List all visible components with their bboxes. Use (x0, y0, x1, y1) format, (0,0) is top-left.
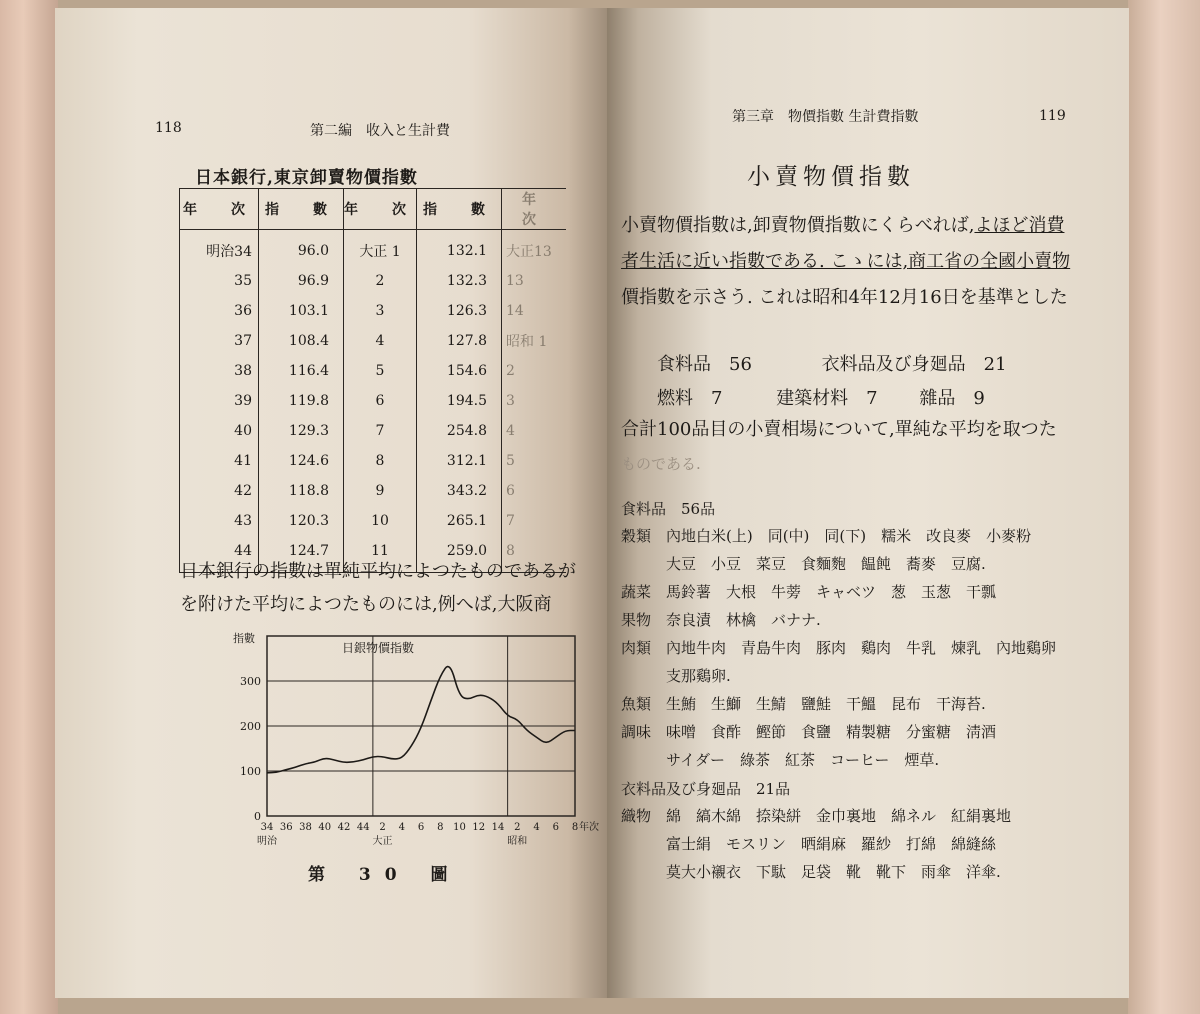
table-cell-year: 14 (502, 296, 567, 326)
table-cell-year: 明治34 (180, 230, 259, 267)
table-cell-year: 昭和 1 (502, 326, 567, 356)
y-tick-label: 300 (240, 675, 261, 688)
table-cell-year: 3 (344, 296, 417, 326)
table-cell-index: 116.4 (259, 356, 344, 386)
list-item: サイダー 綠茶 紅茶 コーヒー 煙草. (621, 751, 940, 769)
x-tick-label: 4 (398, 822, 405, 833)
clothing-heading: 衣料品及び身廻品 21品 (621, 780, 791, 798)
wholesale-index-table (179, 188, 570, 573)
table-row (180, 296, 567, 326)
underlined-text: 商工省の全國小賣物 (908, 251, 1071, 272)
book-edge-right (1128, 0, 1200, 1014)
paragraph-text: 者生活に近い指數である. こゝには, (621, 251, 909, 272)
era-label: 昭和 (507, 836, 528, 847)
section-title: 小賣物價指數 (747, 164, 915, 190)
table-cell-year: 43 (180, 506, 259, 536)
table-cell-year: 3 (502, 386, 567, 416)
x-tick-label: 34 (260, 822, 274, 833)
category-misc: 雜品 9 (919, 388, 985, 409)
x-tick-label: 6 (552, 822, 559, 833)
table-cell-index: 118.8 (259, 476, 344, 506)
list-item: 蔬菜 馬鈴薯 大根 牛蒡 キャベツ 葱 玉葱 干瓢 (621, 583, 997, 601)
left-page-number: 118 (155, 120, 182, 136)
table-cell-index: 108.4 (259, 326, 344, 356)
left-paragraph-line: を附けた平均によつたものには,例へば,大阪商 (180, 594, 552, 615)
book-edge-left (0, 0, 58, 1014)
x-axis-label: 年次 (579, 822, 599, 833)
food-item-list (621, 522, 1101, 774)
underlined-text: よほど消費 (974, 215, 1065, 236)
table-cell-year: 2 (344, 266, 417, 296)
table-cell-index: 96.0 (259, 230, 344, 267)
table-cell-index: 254.8 (417, 416, 502, 446)
table-row (180, 326, 567, 356)
table-cell-index: 124.6 (259, 446, 344, 476)
left-running-head: 第二編 收入と生計費 (310, 123, 450, 139)
right-running-head: 第三章 物價指數 生計費指數 (732, 109, 919, 125)
paragraph-line (621, 208, 1101, 244)
list-item: 調味 味噌 食酢 鰹節 食鹽 精製糖 分蜜糖 淸酒 (621, 723, 997, 741)
table-cell-year: 大正 1 (344, 230, 417, 267)
left-page (55, 8, 607, 998)
right-page-number: 119 (1039, 108, 1066, 124)
list-item: 支那鷄卵. (621, 667, 731, 685)
table-row (180, 446, 567, 476)
table-cell-year: 37 (180, 326, 259, 356)
table-cell-index: 129.3 (259, 416, 344, 446)
header-index-2: 指 數 (417, 189, 502, 230)
paragraph-line: ものである. (621, 455, 701, 473)
table-cell-year: 39 (180, 386, 259, 416)
x-tick-label: 2 (379, 822, 386, 833)
table-cell-year: 2 (502, 356, 567, 386)
category-row (657, 382, 1097, 416)
paragraph-text: 小賣物價指數は,卸賣物價指數にくらべれば, (621, 215, 975, 236)
list-item: 織物 綿 縞木綿 捺染絣 金巾裏地 綿ネル 紅絹裏地 (621, 807, 1012, 825)
table-cell-index: 96.9 (259, 266, 344, 296)
x-tick-label: 12 (472, 822, 486, 833)
table-cell-year: 35 (180, 266, 259, 296)
list-item: 果物 奈良漬 林檎 バナナ. (621, 611, 821, 629)
y-tick-label: 0 (254, 810, 261, 823)
table-cell-index: 132.1 (417, 230, 502, 267)
right-paragraph-1 (621, 208, 1101, 316)
category-list (657, 348, 1097, 416)
category-building: 建築材料 7 (776, 388, 878, 409)
table-cell-index: 103.1 (259, 296, 344, 326)
x-tick-label: 40 (318, 822, 332, 833)
table-cell-year: 6 (344, 386, 417, 416)
list-item: 魚類 生鮪 生鰤 生鯖 鹽鮭 干鰮 昆布 干海苔. (621, 695, 986, 713)
table-cell-year: 10 (344, 506, 417, 536)
category-clothing: 衣料品及び身廻品 21 (821, 354, 1007, 375)
series-line (267, 667, 575, 773)
table-cell-year: 8 (344, 446, 417, 476)
figure-caption: 第 30 圖 (308, 865, 462, 885)
category-row (657, 348, 1097, 382)
food-heading: 食料品 56品 (621, 500, 716, 518)
table-cell-index: 127.8 (417, 326, 502, 356)
table-cell-year: 41 (180, 446, 259, 476)
x-tick-label: 6 (417, 822, 425, 833)
table-cell-year: 9 (344, 476, 417, 506)
paragraph-line: 價指數を示さう. これは昭和4年12月16日を基準とした (621, 287, 1068, 308)
table-cell-index: 312.1 (417, 446, 502, 476)
table-cell-index: 120.3 (259, 506, 344, 536)
x-tick-label: 38 (299, 822, 312, 833)
header-year-2: 年 次 (344, 189, 417, 230)
table-cell-index: 343.2 (417, 476, 502, 506)
x-tick-label: 14 (491, 822, 505, 833)
left-paragraph (180, 555, 620, 621)
era-label: 明治 (257, 836, 277, 847)
table-cell-index: 154.6 (417, 356, 502, 386)
table-row (180, 416, 567, 446)
table-cell-year: 4 (344, 326, 417, 356)
x-tick-label: 44 (356, 822, 370, 833)
y-tick-label: 100 (240, 765, 261, 778)
chart-svg (195, 631, 599, 861)
table-cell-index: 194.5 (417, 386, 502, 416)
x-tick-label: 8 (571, 822, 579, 833)
table-row (180, 476, 567, 506)
table-row (180, 356, 567, 386)
table-cell-index: 119.8 (259, 386, 344, 416)
table-cell-index: 124.7 (259, 536, 344, 573)
x-tick-label: 42 (337, 822, 351, 833)
y-axis-label: 指數 (233, 632, 255, 645)
table-cell-index: 259.0 (417, 536, 502, 573)
table-cell-index: 126.3 (417, 296, 502, 326)
table-cell-year: 11 (344, 536, 417, 573)
table-cell-year: 5 (502, 446, 567, 476)
category-food: 食料品 56 (657, 354, 752, 375)
x-tick-label: 2 (514, 822, 521, 833)
header-year-3: 年 次 (502, 189, 567, 230)
x-tick-label: 10 (453, 822, 466, 833)
table-row (180, 230, 567, 267)
price-index-chart (195, 631, 599, 891)
chart-title: 日銀物價指數 (342, 641, 415, 655)
list-item: 莫大小襯衣 下駄 足袋 靴 靴下 雨傘 洋傘. (621, 863, 1001, 881)
table-row (180, 266, 567, 296)
table-cell-year: 大正13 (502, 230, 567, 267)
y-tick-label: 200 (240, 720, 261, 733)
left-paragraph-line: 日本銀行の指數は單純平均によつたものであるが (180, 561, 576, 582)
table-cell-year: 38 (180, 356, 259, 386)
table-cell-year: 8 (502, 536, 567, 573)
list-item: 穀類 內地白米(上) 同(中) 同(下) 糯米 改良麥 小麥粉 (621, 527, 1032, 545)
table-cell-year: 5 (344, 356, 417, 386)
table-cell-year: 40 (180, 416, 259, 446)
right-paragraph-2 (621, 413, 1101, 481)
table-cell-year: 13 (502, 266, 567, 296)
table-title: 日本銀行,東京卸賣物價指數 (195, 168, 418, 188)
clothing-item-list (621, 802, 1101, 886)
right-page (607, 8, 1129, 998)
paragraph-line: 合計100品目の小賣相場について,單純な平均を取つた (621, 419, 1057, 440)
table-row (180, 386, 567, 416)
x-tick-label: 36 (279, 822, 293, 833)
header-index-1: 指 數 (259, 189, 344, 230)
category-fuel: 燃料 7 (657, 388, 723, 409)
table-cell-index: 265.1 (417, 506, 502, 536)
table-cell-year: 4 (502, 416, 567, 446)
header-year-1: 年 次 (180, 189, 259, 230)
table-row (180, 506, 567, 536)
list-item: 大豆 小豆 菜豆 食麵麭 饂飩 蕎麥 豆腐. (621, 555, 986, 573)
table-header-row (180, 189, 567, 230)
table-cell-year: 44 (180, 536, 259, 573)
table-cell-year: 42 (180, 476, 259, 506)
table-cell-year: 36 (180, 296, 259, 326)
era-label: 大正 (372, 836, 393, 847)
table-cell-index: 132.3 (417, 266, 502, 296)
list-item: 肉類 內地牛肉 青島牛肉 豚肉 鷄肉 牛乳 煉乳 內地鷄卵 (621, 639, 1057, 657)
table-cell-year: 6 (502, 476, 567, 506)
table-cell-year: 7 (344, 416, 417, 446)
x-tick-label: 4 (533, 822, 540, 833)
x-tick-label: 8 (437, 822, 444, 833)
table-cell-year: 7 (502, 506, 567, 536)
list-item: 富士絹 モスリン 晒絹麻 羅紗 打綿 綿縫絲 (621, 835, 997, 853)
paragraph-line (621, 244, 1101, 280)
